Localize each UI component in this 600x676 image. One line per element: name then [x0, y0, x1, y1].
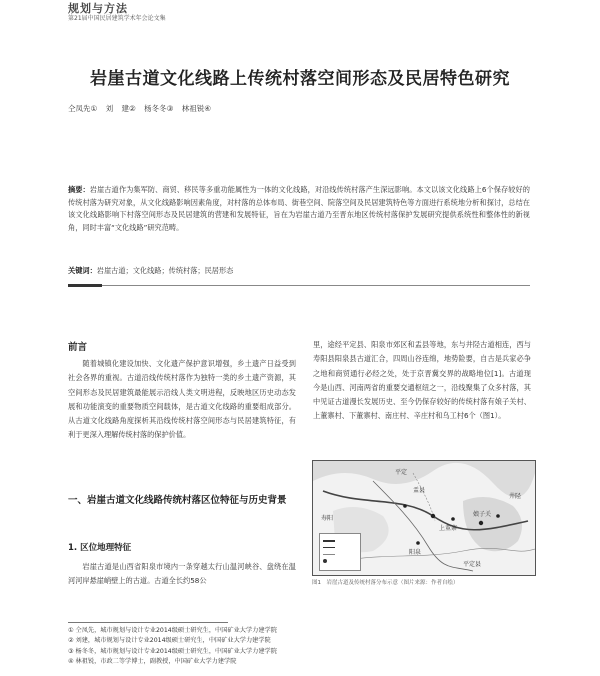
footnote-4: ④ 林祖锐，市政二等学博士，副教授，中国矿业大学力建学院	[68, 658, 237, 666]
keywords	[68, 266, 530, 276]
footnote-3: ③ 杨冬冬，城市规划与设计专业2014级硕士研究生，中国矿业大学力建学院	[68, 647, 277, 655]
map-label-shangdongzhai: 上董寨	[439, 525, 458, 532]
article-title: 岩崖古道文化线路上传统村落空间形态及民居特色研究	[90, 69, 510, 89]
figure-1-caption: 图1 岩崖古道及传统村落分布示意（图片来源：作者自绘）	[312, 580, 459, 586]
legend-route-line	[323, 540, 335, 542]
author-4: 林祖锐④	[181, 104, 211, 113]
footnote-2: ② 刘建，城市规划与设计专业2014级硕士研究生，中国矿业大学力建学院	[68, 637, 271, 645]
map-label-jingxing: 井陉	[509, 493, 522, 500]
abstract	[68, 184, 530, 234]
intro-heading: 前言	[68, 342, 88, 353]
map-label-mengxian: 盂县	[413, 487, 426, 494]
legend-river-line	[323, 547, 335, 548]
footnotes	[68, 626, 530, 668]
author-2: 刘 建②	[105, 104, 136, 113]
author-list	[68, 103, 211, 114]
map-label-niangziguan: 娘子关	[473, 511, 492, 518]
author-1: 仝凤先①	[68, 104, 98, 113]
footnote-divider	[68, 622, 228, 623]
section-1-paragraph-left	[68, 560, 296, 589]
section-1-text-left: 岩崖古道是山西省阳泉市境内一条穿越太行山温河峡谷、盘绕在温河河岸悬崖峭壁上的古道。古道全长约58公	[68, 562, 296, 586]
abstract-text: 岩崖古道作为集军防、商贸、移民等多重功能属性为一体的文化线路，对沿线传统村落产生深远影响。本文以该文化线路上6个保存较好的传统村落为研究对象，从文化线路影响因素角度，对村落的总体布局、街巷空间、院落空间及民居建筑特色等方面进行系统地分析和探讨，总结在该文化线路影响下村落空间形态及民居建筑的营建和发展特征，旨在为岩崖古道乃至晋东地区传统村落保护发展研究提供系统性和整体性的新视角，同时丰富“文化线路”研究范畴。	[68, 185, 530, 232]
map-label-pingding-county: 平定县	[463, 561, 482, 568]
legend-village-dot	[323, 559, 327, 563]
footnote-1: ① 仝凤先，城市规划与设计专业2014级硕士研究生，中国矿业大学力建学院	[68, 627, 277, 634]
section-divider-thin	[102, 285, 530, 286]
keywords-label: 关键词：	[68, 266, 97, 275]
intro-text: 随着城镇化建设加快、文化遗产保护意识增强，乡土遗产日益受到社会各界的重视。古道沿线传统村落作为独特一类的乡土遗产资源，其空间形态及民居建筑最能展示沿线人类文明进程，反映地区历史动态发展和功能演变的重要物质空间载体，是古道文化线路的重要组成部分。从古道文化线路角度探析其沿线传统村落空间形态与民居建筑特征，有利于更深入理解传统村落的保护价值。	[68, 359, 296, 440]
author-3: 杨冬冬③	[144, 104, 174, 113]
legend-road-line	[323, 554, 335, 555]
section-1-text-right: 里，途经平定县、阳泉市郊区和盂县等地，东与井陉古道相连，西与寿阳县阳泉县古道汇合，四周山谷连绵，地势险要，自古是兵家必争之地和商贸通行必经之处，处于京晋冀交界的战略地位[1]。古道现今是山西、河南两省的重要交通枢纽之一，沿线聚集了众多村落，其中见证古道漫长发展历史、至今仍保存较好的传统村落有娘子关村、上董寨村、下董寨村、南庄村、辛庄村和乌工村6个（图1）。	[313, 340, 531, 421]
abstract-label: 摘要：	[68, 185, 90, 194]
map-label-yangquan: 阳泉	[409, 549, 422, 556]
intro-paragraph	[68, 357, 296, 443]
map-label-pingding: 平定	[395, 469, 408, 476]
journal-series-title: 规划与方法	[68, 2, 128, 15]
subsection-1-heading: 1. 区位地理特征	[68, 543, 132, 553]
map-label-shouyang: 寿阳	[321, 515, 334, 522]
conference-name: 第21届中国民居建筑学术年会论文集	[68, 15, 166, 22]
keywords-text: 岩崖古道；文化线路；传统村落；民居形态	[96, 266, 234, 275]
section-divider-thick	[68, 284, 102, 287]
map-legend	[319, 533, 361, 571]
section-1-paragraph-right	[313, 338, 531, 424]
figure-1-map	[312, 460, 536, 576]
section-1-heading: 一、岩崖古道文化线路传统村落区位特征与历史背景	[68, 495, 287, 506]
